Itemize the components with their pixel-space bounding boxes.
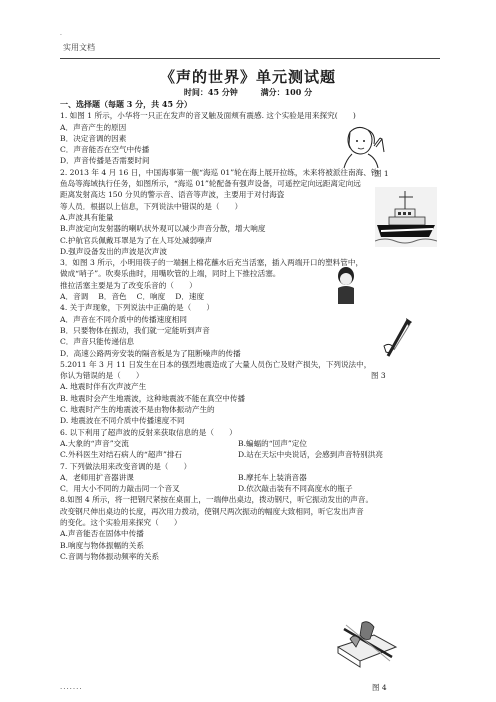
- text-line: 3．如图 3 所示，小明用筷子的一端捆上棉花蘸水后充当活塞，插入两端开口的塑料管中，: [60, 258, 364, 268]
- text-line: 4. 关于声现象，下列说法中正确的是（ ）: [60, 303, 214, 313]
- text-line: 鱼岛等海域执行任务，如图所示，“海巡 01”轮配备有强声设备，可遥控定向远距离定向远: [60, 179, 361, 189]
- text-line: 1. 如图 1 所示，小华将一只正在发声的音叉触及面颊有震感. 这个实验是用来探究( ): [60, 111, 356, 121]
- figure-4-ruler: [334, 617, 398, 677]
- option-b: B.蝙蝠的“回声”定位: [238, 438, 307, 448]
- text-line: 的变化。这个实验用来探究（ ）: [60, 517, 182, 527]
- text-line: A．声音产生的原因: [60, 122, 127, 132]
- header-divider: [60, 58, 440, 59]
- text-line: C. 地震时产生的地震波不是由物体振动产生的: [60, 405, 215, 415]
- page-title: 《声的世界》单元测试题: [159, 68, 336, 86]
- header-label: 实用文档: [63, 43, 95, 52]
- text-line: D. 地震波在不同介质中传播速度不同: [60, 416, 185, 426]
- text-line: B.声波定向发射器的喇叭状外观可以减少声音分散，增大响度: [60, 224, 266, 234]
- figure-2-ship: [375, 187, 437, 247]
- text-line: 7. 下列做法用来改变音调的是（ ）: [60, 461, 192, 471]
- option-c: C．用大小不同的力敲击同一个音叉: [60, 484, 180, 494]
- text-line: A．音调 B．音色 C．响度 D．速度: [60, 292, 205, 302]
- text-line: C.音调与物体振动频率的关系: [60, 551, 160, 561]
- text-line: B．决定音调的因素: [60, 133, 127, 143]
- text-line: D．高速公路两旁安装的隔音板是为了阻断噪声的传播: [60, 348, 241, 358]
- text-line: A.声音能否在固体中传播: [60, 529, 144, 539]
- option-d: D.站在天坛中央说话，会感到声音特别洪亮: [238, 450, 383, 460]
- text-line: D．声音传播是否需要时间: [60, 156, 150, 166]
- option-d: D.依次敲击装有不同高度水的瓶子: [238, 484, 353, 494]
- figure-1-caption: 图 1: [374, 169, 389, 178]
- text-line: B. 地震时会产生地震波，这种地震波不能在真空中传播: [60, 393, 246, 403]
- option-row: [60, 472, 450, 483]
- header-dot: .: [60, 30, 62, 37]
- text-line: D.强声设备发出的声波是次声波: [60, 246, 167, 256]
- text-line: C．声音只能传递信息: [60, 337, 135, 347]
- text-line: 2. 2013 年 4 月 16 日，中国海事第一舰“海巡 01”轮在海上展开拉练，未来将被派往南海、钓: [60, 167, 379, 177]
- figure-4-caption: 图 4: [372, 683, 387, 692]
- text-line: C．声音能否在空气中传播: [60, 145, 150, 155]
- text-line: A．声音在不同介质中的传播速度相同: [60, 314, 187, 324]
- option-c: C.外科医生对结石病人的“超声”排石: [60, 450, 183, 460]
- text-line: 你认为错误的是（ ）: [60, 371, 144, 381]
- option-b: B.摩托车上装消音器: [238, 472, 307, 482]
- exam-score: 满分：100 分: [260, 87, 313, 97]
- text-line: 8.如图 4 所示，将一把钢尺紧按在桌面上，一端伸出桌边，拨动钢尺，听它振动发出的声音。: [60, 495, 374, 505]
- text-line: 距离发射高达 150 分贝的警示音、语音等声波，主要用于对付海盗: [60, 190, 285, 200]
- footer-dots: .......: [60, 683, 83, 691]
- text-line: 5.2011 年 3 月 11 日发生在日本的强烈地震造成了大量人员伤亡及财产损失，下列说法中，: [60, 359, 372, 369]
- option-a: A．老师用扩音器讲课: [60, 472, 134, 482]
- option-row: [60, 483, 450, 494]
- text-line: A. 地震时伴有次声波产生: [60, 382, 147, 392]
- text-line: C.护航官兵佩戴耳罩是为了在人耳处减弱噪声: [60, 235, 213, 245]
- section-heading: 一、选择题（每题 3 分，共 45 分）: [60, 99, 192, 109]
- exam-meta: [0, 87, 496, 98]
- figure-1-girl-tuning-fork: [338, 124, 386, 168]
- text-line: 等人员．根据以上信息，下列说法中错误的是（ ）: [60, 201, 243, 211]
- text-line: B．只要物体在振动，我们就一定能听到声音: [60, 325, 210, 335]
- option-a: A.大象的“声音”交流: [60, 438, 129, 448]
- text-line: A.声波具有能量: [60, 212, 114, 222]
- figure-3-whistle: [382, 316, 414, 360]
- text-line: 6. 以下利用了超声波的反射来获取信息的是（ ）: [60, 427, 237, 437]
- text-line: 做成“哨子”。吹奏乐曲时，用嘴吹管的上端，同时上下推拉活塞。: [60, 269, 281, 279]
- option-row: [60, 449, 450, 460]
- figure-3-caption: 图 3: [371, 371, 386, 380]
- text-line: 推拉活塞主要是为了改变乐音的（ ）: [60, 280, 197, 290]
- figure-3-boy: [336, 266, 356, 304]
- exam-time: 时间：45 分钟: [183, 87, 238, 97]
- option-row: [60, 438, 450, 449]
- text-line: B.响度与物体振幅的关系: [60, 540, 144, 550]
- text-line: 改变钢尺伸出桌边的长度，再次用力拨动，使钢尺两次振动的幅度大致相同，听它发出声音: [60, 506, 364, 516]
